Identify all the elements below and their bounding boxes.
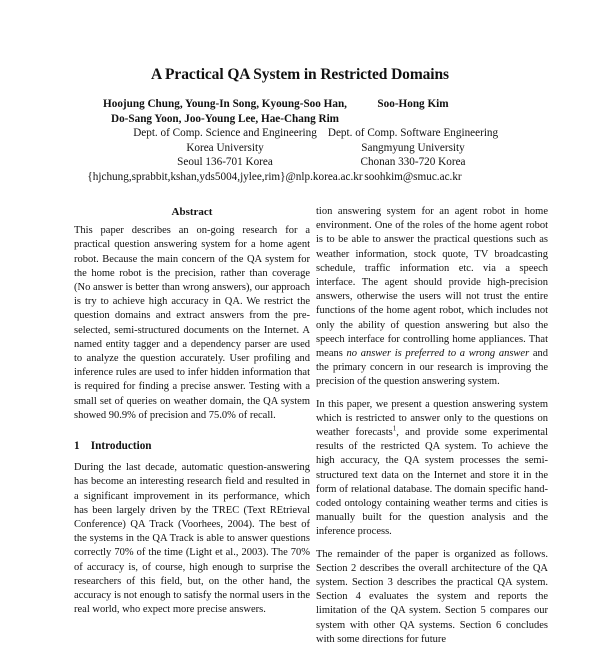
author-names-line-2: Do-Sang Yoon, Joo-Young Lee, Hae-Chang Rim: [110, 112, 339, 125]
introduction-paragraph: During the last decade, automatic question-answering has become an interesting research field and resulted in a significant improvement in its performance, which has been largely driven by the TREC (Text REtrieval Conference) QA Track (Voorhees, 2004). The best of the systems in the QA Track is able to answer questions correctly 70% of the time (Light et al., 2003). The 70% of accuracy is, of course, high enough to surprise the researchers of this field, but, on the other hand, the accuracy is not enough to satisfy the normal users in the real world, who expect more precise answers.: [74, 462, 310, 616]
paragraph-text: , and provide some experimental results of the restricted QA system. To achieve the high accuracy, the QA system processes the semi-structured text data on the Internet and store it in the form of relational database. The domain specific hand-coded ontology containing weather terms and cities is manually built for the question analysis and the inference process.: [316, 427, 548, 538]
author-department: Dept. of Comp. Science and Engineering: [133, 127, 317, 139]
section-number: 1: [74, 440, 80, 453]
paragraph-text: tion answering system for an agent robot in home environment. One of the roles of the home agent robot is to be able to answer the practical questions such as weather information, stock quote, TV broadcasting schedule, traffic information etc. via a speech interface. The agent should provide high-precision answers, otherwise the users will not trust the entire functions of the home agent robot, which includes not only the ability of question answering but also the speech interface for controlling home appliances. That means: [316, 206, 548, 360]
author-university: Sangmyung University: [361, 141, 465, 154]
author-names-line-1: Hoojung Chung, Young-In Song, Kyoung-Soo Han,: [103, 98, 347, 110]
right-paragraph-3: The remainder of the paper is organized as follows. Section 2 describes the overall architecture of the QA system. Section 3 describes the practical QA system. Section 4 evaluates the system and reports the limitation of the QA system. Section 5 compares our system with other QA systems. Section 6 concludes with some directions for future: [316, 548, 548, 645]
author-block-sangmyung-university: [312, 97, 514, 184]
right-paragraph-2: [316, 398, 548, 540]
author-email: soohkim@smuc.ac.kr: [364, 170, 462, 183]
right-paragraph-1: [316, 205, 548, 390]
paragraph-text: and the primary concern in our research is improving the precision of the question answering system.: [316, 348, 549, 388]
author-city: Chonan 330-720 Korea: [360, 156, 466, 168]
right-column: [316, 205, 548, 647]
author-email: {hjchung,sprabbit,kshan,yds5004,jylee,rim}@nlp.korea.ac.kr: [87, 170, 363, 183]
emphasized-text: no answer is preferred to a wrong answer: [346, 348, 530, 360]
author-department: Dept. of Comp. Software Engineering: [327, 127, 499, 139]
section-title: Introduction: [90, 440, 152, 453]
paragraph-text: In this paper, we present a question answering system which is restricted to answer only to the questions on weather forecasts: [316, 398, 548, 439]
author-name: Soo-Hong Kim: [377, 98, 449, 110]
abstract-heading: Abstract: [171, 206, 213, 218]
author-city: Seoul 136-701 Korea: [177, 156, 273, 168]
footnote-marker: 1: [392, 424, 397, 433]
author-university: Korea University: [186, 141, 264, 154]
paper-title: A Practical QA System in Restricted Domains: [151, 66, 449, 83]
left-column: [74, 205, 310, 617]
section-heading-introduction: [74, 439, 310, 453]
abstract-text: This paper describes an on-going research for a practical question answering system for a home agent robot. Because the main concern of the QA system for the home robot is the precision, rather than coverage (No answer is better than wrong answers), our approach is try to achieve high accuracy in QA. We restrict the question domains and extract answers from the pre-selected, semi-structured documents on the Internet. A named entity tagger and a dependency parser are used to analyze the question accurately. User profiling and inference rules are used to infer hidden information that is required for finding a precise answer. Testing with a small set of queries on weather domain, the QA system showed 90.9% of precision and 75.0% of recall.: [74, 225, 310, 421]
